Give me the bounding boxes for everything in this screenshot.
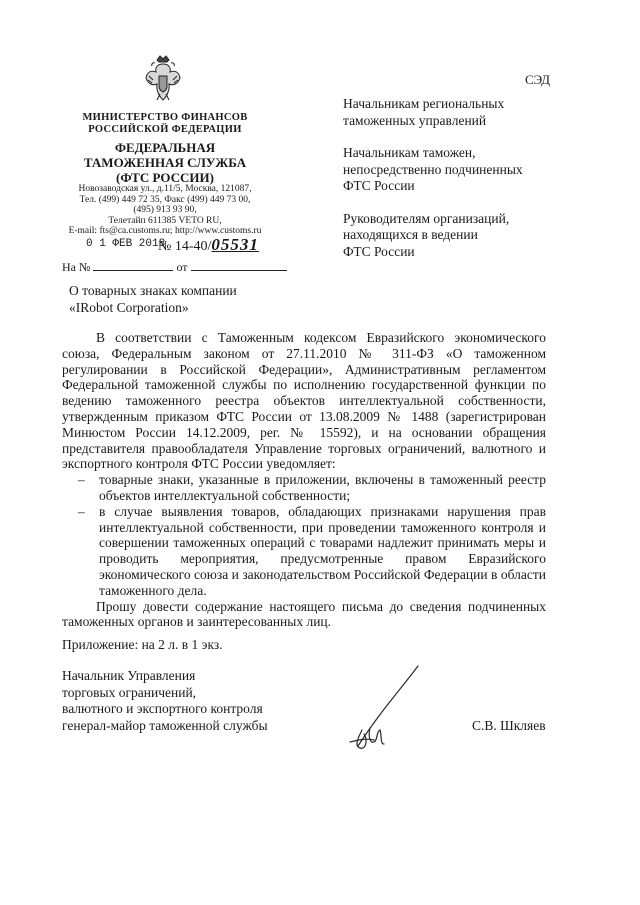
notice-item-2 [62,504,546,599]
coat-of-arms-icon [143,54,183,104]
reference-number-label: На № [62,260,91,274]
list-dash: – [78,503,85,519]
address-line-4: Телетайп 611385 VETO RU, [108,215,222,226]
address-line-1: Новозаводская ул., д.11/5, Москва, 121087, [78,184,252,194]
recipient-1-line-1: Начальникам региональных [343,96,505,111]
recipient-2-line-3: ФТС России [343,178,415,193]
signatory-line-4: генерал-майор таможенной службы [62,717,268,733]
letter-subject [69,282,237,316]
recipient-2-line-1: Начальникам таможен, [343,145,476,160]
signatory-line-2: торговых ограничений, [62,684,197,700]
document-number [158,235,259,255]
sed-mark: СЭД [525,72,551,87]
ministry-line-1: МИНИСТЕРСТВО ФИНАНСОВ [82,112,248,123]
service-line-1: ФЕДЕРАЛЬНАЯ [114,140,216,155]
service-line-3: (ФТС РОССИИ) [116,170,214,185]
ministry-line-2: РОССИЙСКОЙ ФЕДЕРАЦИИ [88,124,242,135]
signatory-line-1: Начальник Управления [62,668,196,683]
recipient-1 [343,96,583,129]
recipient-2-line-2: непосредственно подчиненных [343,161,523,177]
document-date: 0 1 ФЕВ 2018 [86,238,166,250]
subject-line-2: «IRobot Corporation» [69,300,189,315]
reference-line [62,260,287,275]
body-intro: В соответствии с Таможенным кодексом Евразийского экономического союза, Федеральным законом от 27.11.2010 № 311-ФЗ «О таможенном регулировании в Российской Федерации», Административным регламентом Федеральной таможенной службы по исполнению государственной функции по ведению таможенного реестра объектов интеллектуальной собственности, утвержденным приказом ФТС России от 13.08.2009 № 1488 (зарегистрирован Минюстом России 14.12.2009, рег. № 15592), и на основании обращения представителя правообладателя Управление торговых ограничений, валютного и экспортного контроля ФТС России уведомляет: [62,330,546,472]
recipient-2 [343,145,583,195]
signatory-line-3: валютного и экспортного контроля [62,701,263,716]
letter-body [62,330,546,630]
service-line-2: ТАМОЖЕННАЯ СЛУЖБА [83,155,247,170]
document-number-handwritten: 05531 [211,235,259,254]
reference-date-label: от [176,260,188,274]
list-dash: – [78,472,85,488]
body-request: Прошу довести содержание настоящего письма до сведения подчиненных таможенных органов и заинтересованных лиц. [62,598,546,630]
notice-item-1-text: товарные знаки, указанные в приложении, включены в таможенный реестр объектов интеллектуальной собственности; [99,472,546,503]
signatory-title [62,668,268,734]
address-line-3: (495) 913 93 90, [133,205,197,215]
ministry-name [50,112,280,136]
notice-item-2-text: в случае выявления товаров, обладающих признаками нарушения прав интеллектуальной собственности, при проведении таможенного контроля и совершении таможенных операций с товарами надлежит принимать меры и проводить мероприятия, предусмотренные правом Евразийского экономического союза и законодательством Российской Федерации в области таможенного дела. [99,503,546,598]
address-line-5: E-mail: fts@ca.customs.ru; http://www.customs.ru [68,226,262,236]
handwritten-signature-icon [340,660,440,760]
notice-item-1 [62,472,546,504]
recipient-3-line-2: находящихся в ведении [343,227,478,242]
signer-name: С.В. Шкляев [472,718,546,733]
reference-date-blank [191,260,287,271]
address-line-2: Тел. (499) 449 72 35, Факс (499) 449 73 00, [79,194,251,205]
recipient-3 [343,211,583,261]
reference-number-blank [93,260,173,271]
notice-list [62,472,546,598]
subject-line-1: О товарных знаках компании [69,283,237,298]
recipient-3-line-1: Руководителям организаций, [343,210,510,226]
document-number-prefix: № 14-40/ [158,239,212,254]
recipient-3-line-3: ФТС России [343,243,415,259]
service-name [50,140,280,185]
recipients [343,96,583,276]
letterhead-address [40,184,290,237]
attachment-note: Приложение: на 2 л. в 1 экз. [62,637,223,652]
recipient-1-line-2: таможенных управлений [343,112,487,128]
